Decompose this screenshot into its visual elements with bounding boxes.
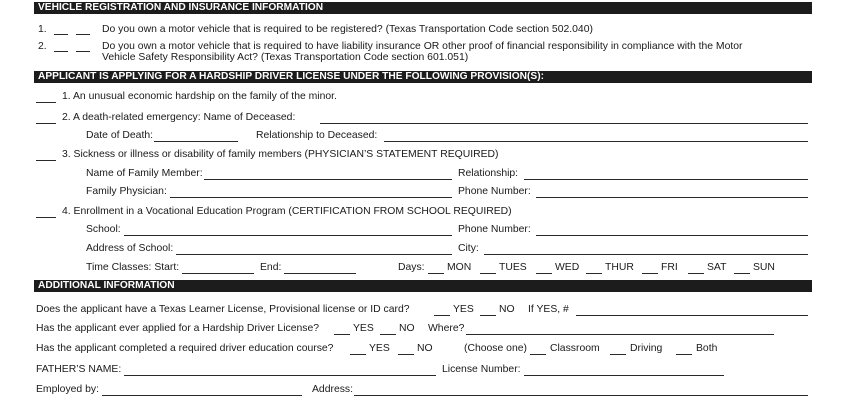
day-sun-blank[interactable] (734, 273, 750, 274)
school-label: School: (86, 224, 121, 235)
answer-blank-no[interactable] (76, 51, 90, 52)
learner-yes-label: YES (453, 304, 474, 315)
provision-4-blank[interactable] (36, 217, 56, 218)
if-yes-label: If YES, # (528, 304, 569, 315)
time-start-field[interactable] (182, 273, 254, 274)
section-header-additional: ADDITIONAL INFORMATION (34, 280, 812, 292)
day-fri-label: FRI (661, 262, 678, 273)
answer-blank-yes[interactable] (54, 34, 68, 35)
day-wed-label: WED (555, 262, 580, 273)
choose-one-label: (Choose one) (464, 343, 527, 354)
city-field[interactable] (484, 254, 808, 255)
hardship-no-label: NO (399, 323, 415, 334)
family-member-field[interactable] (204, 179, 452, 180)
relationship-field[interactable] (524, 179, 808, 180)
learner-no-blank[interactable] (480, 315, 496, 316)
hardship-yes-label: YES (353, 323, 374, 334)
employed-by-field[interactable] (102, 395, 302, 396)
day-tues-label: TUES (499, 262, 527, 273)
provision-1-text: 1. An unusual economic hardship on the family of the minor. (62, 91, 337, 102)
learner-license-question: Does the applicant have a Texas Learner License, Provisional license or ID card? (36, 304, 410, 315)
driving-label: Driving (630, 343, 663, 354)
provision-3-text: 3. Sickness or illness or disability of family members (PHYSICIAN’S STATEMENT REQUIRED) (62, 149, 499, 160)
day-mon-blank[interactable] (428, 273, 444, 274)
date-of-death-field[interactable] (154, 141, 238, 142)
classroom-blank[interactable] (530, 354, 546, 355)
question-text-continued: Vehicle Safety Responsibility Act? (Texas Transportation Code section 601.051) (102, 52, 469, 63)
driver-ed-question: Has the applicant completed a required driver education course? (36, 343, 334, 354)
learner-no-label: NO (499, 304, 515, 315)
driving-blank[interactable] (610, 354, 626, 355)
answer-blank-no[interactable] (76, 34, 90, 35)
question-number: 2. (38, 41, 47, 52)
learner-yes-blank[interactable] (434, 315, 450, 316)
school-phone-label: Phone Number: (458, 224, 531, 235)
fathers-name-field[interactable] (124, 375, 436, 376)
question-text: Do you own a motor vehicle that is required to have liability insurance OR other proof of financial responsibility in compliance with the Motor (102, 41, 743, 52)
answer-blank-yes[interactable] (54, 51, 68, 52)
city-label: City: (458, 243, 479, 254)
day-mon-label: MON (447, 262, 472, 273)
where-label: Where? (428, 323, 465, 334)
question-number: 1. (38, 24, 47, 35)
hardship-applied-question: Has the applicant ever applied for a Hardship Driver License? (36, 323, 320, 334)
driver-ed-yes-blank[interactable] (350, 354, 366, 355)
relationship-to-deceased-field[interactable] (384, 141, 808, 142)
license-number-field[interactable] (524, 375, 724, 376)
provision-4-text: 4. Enrollment in a Vocational Education Program (CERTIFICATION FROM SCHOOL REQUIRED) (62, 206, 512, 217)
classroom-label: Classroom (550, 343, 600, 354)
days-label: Days: (398, 262, 425, 273)
family-physician-field[interactable] (170, 197, 452, 198)
day-sat-blank[interactable] (688, 273, 704, 274)
hardship-yes-blank[interactable] (334, 334, 350, 335)
hardship-no-blank[interactable] (380, 334, 396, 335)
provision-2-blank[interactable] (36, 123, 56, 124)
address-label: Address: (312, 384, 354, 395)
both-blank[interactable] (676, 354, 692, 355)
time-start-label: Time Classes: Start: (86, 262, 180, 273)
where-field[interactable] (466, 334, 774, 335)
day-thur-blank[interactable] (586, 273, 602, 274)
school-field[interactable] (124, 235, 452, 236)
employed-by-label: Employed by: (36, 384, 99, 395)
address-field[interactable] (354, 395, 808, 396)
relationship-label: Relationship: (458, 168, 519, 179)
name-of-deceased-field[interactable] (320, 123, 808, 124)
provision-3-blank[interactable] (36, 160, 56, 161)
time-end-field[interactable] (284, 273, 356, 274)
phone-number-label: Phone Number: (458, 186, 531, 197)
day-wed-blank[interactable] (536, 273, 552, 274)
license-number-label: License Number: (442, 364, 521, 375)
both-label: Both (696, 343, 718, 354)
school-address-label: Address of School: (86, 243, 174, 254)
day-sun-label: SUN (753, 262, 775, 273)
driver-ed-yes-label: YES (369, 343, 390, 354)
section-header-hardship: APPLICANT IS APPLYING FOR A HARDSHIP DRIVER LICENSE UNDER THE FOLLOWING PROVISION(S): (34, 71, 812, 83)
relationship-to-deceased-label: Relationship to Deceased: (256, 130, 378, 141)
family-member-label: Name of Family Member: (86, 168, 203, 179)
day-sat-label: SAT (707, 262, 727, 273)
fathers-name-label: FATHER’S NAME: (36, 364, 122, 375)
date-of-death-label: Date of Death: (86, 130, 154, 141)
driver-ed-no-label: NO (417, 343, 433, 354)
license-id-number-field[interactable] (576, 315, 808, 316)
driver-ed-no-blank[interactable] (398, 354, 414, 355)
school-address-field[interactable] (176, 254, 452, 255)
family-physician-label: Family Physician: (86, 186, 167, 197)
school-phone-field[interactable] (536, 235, 808, 236)
provision-1-blank[interactable] (36, 102, 56, 103)
day-tues-blank[interactable] (480, 273, 496, 274)
time-end-label: End: (260, 262, 282, 273)
day-thur-label: THUR (605, 262, 634, 273)
question-text: Do you own a motor vehicle that is required to be registered? (Texas Transportation Code section 502.040) (102, 24, 593, 35)
provision-2-text: 2. A death-related emergency: Name of Deceased: (62, 112, 296, 123)
section-header-vehicle: VEHICLE REGISTRATION AND INSURANCE INFORMATION (34, 2, 812, 14)
day-fri-blank[interactable] (642, 273, 658, 274)
phone-number-field[interactable] (536, 197, 808, 198)
